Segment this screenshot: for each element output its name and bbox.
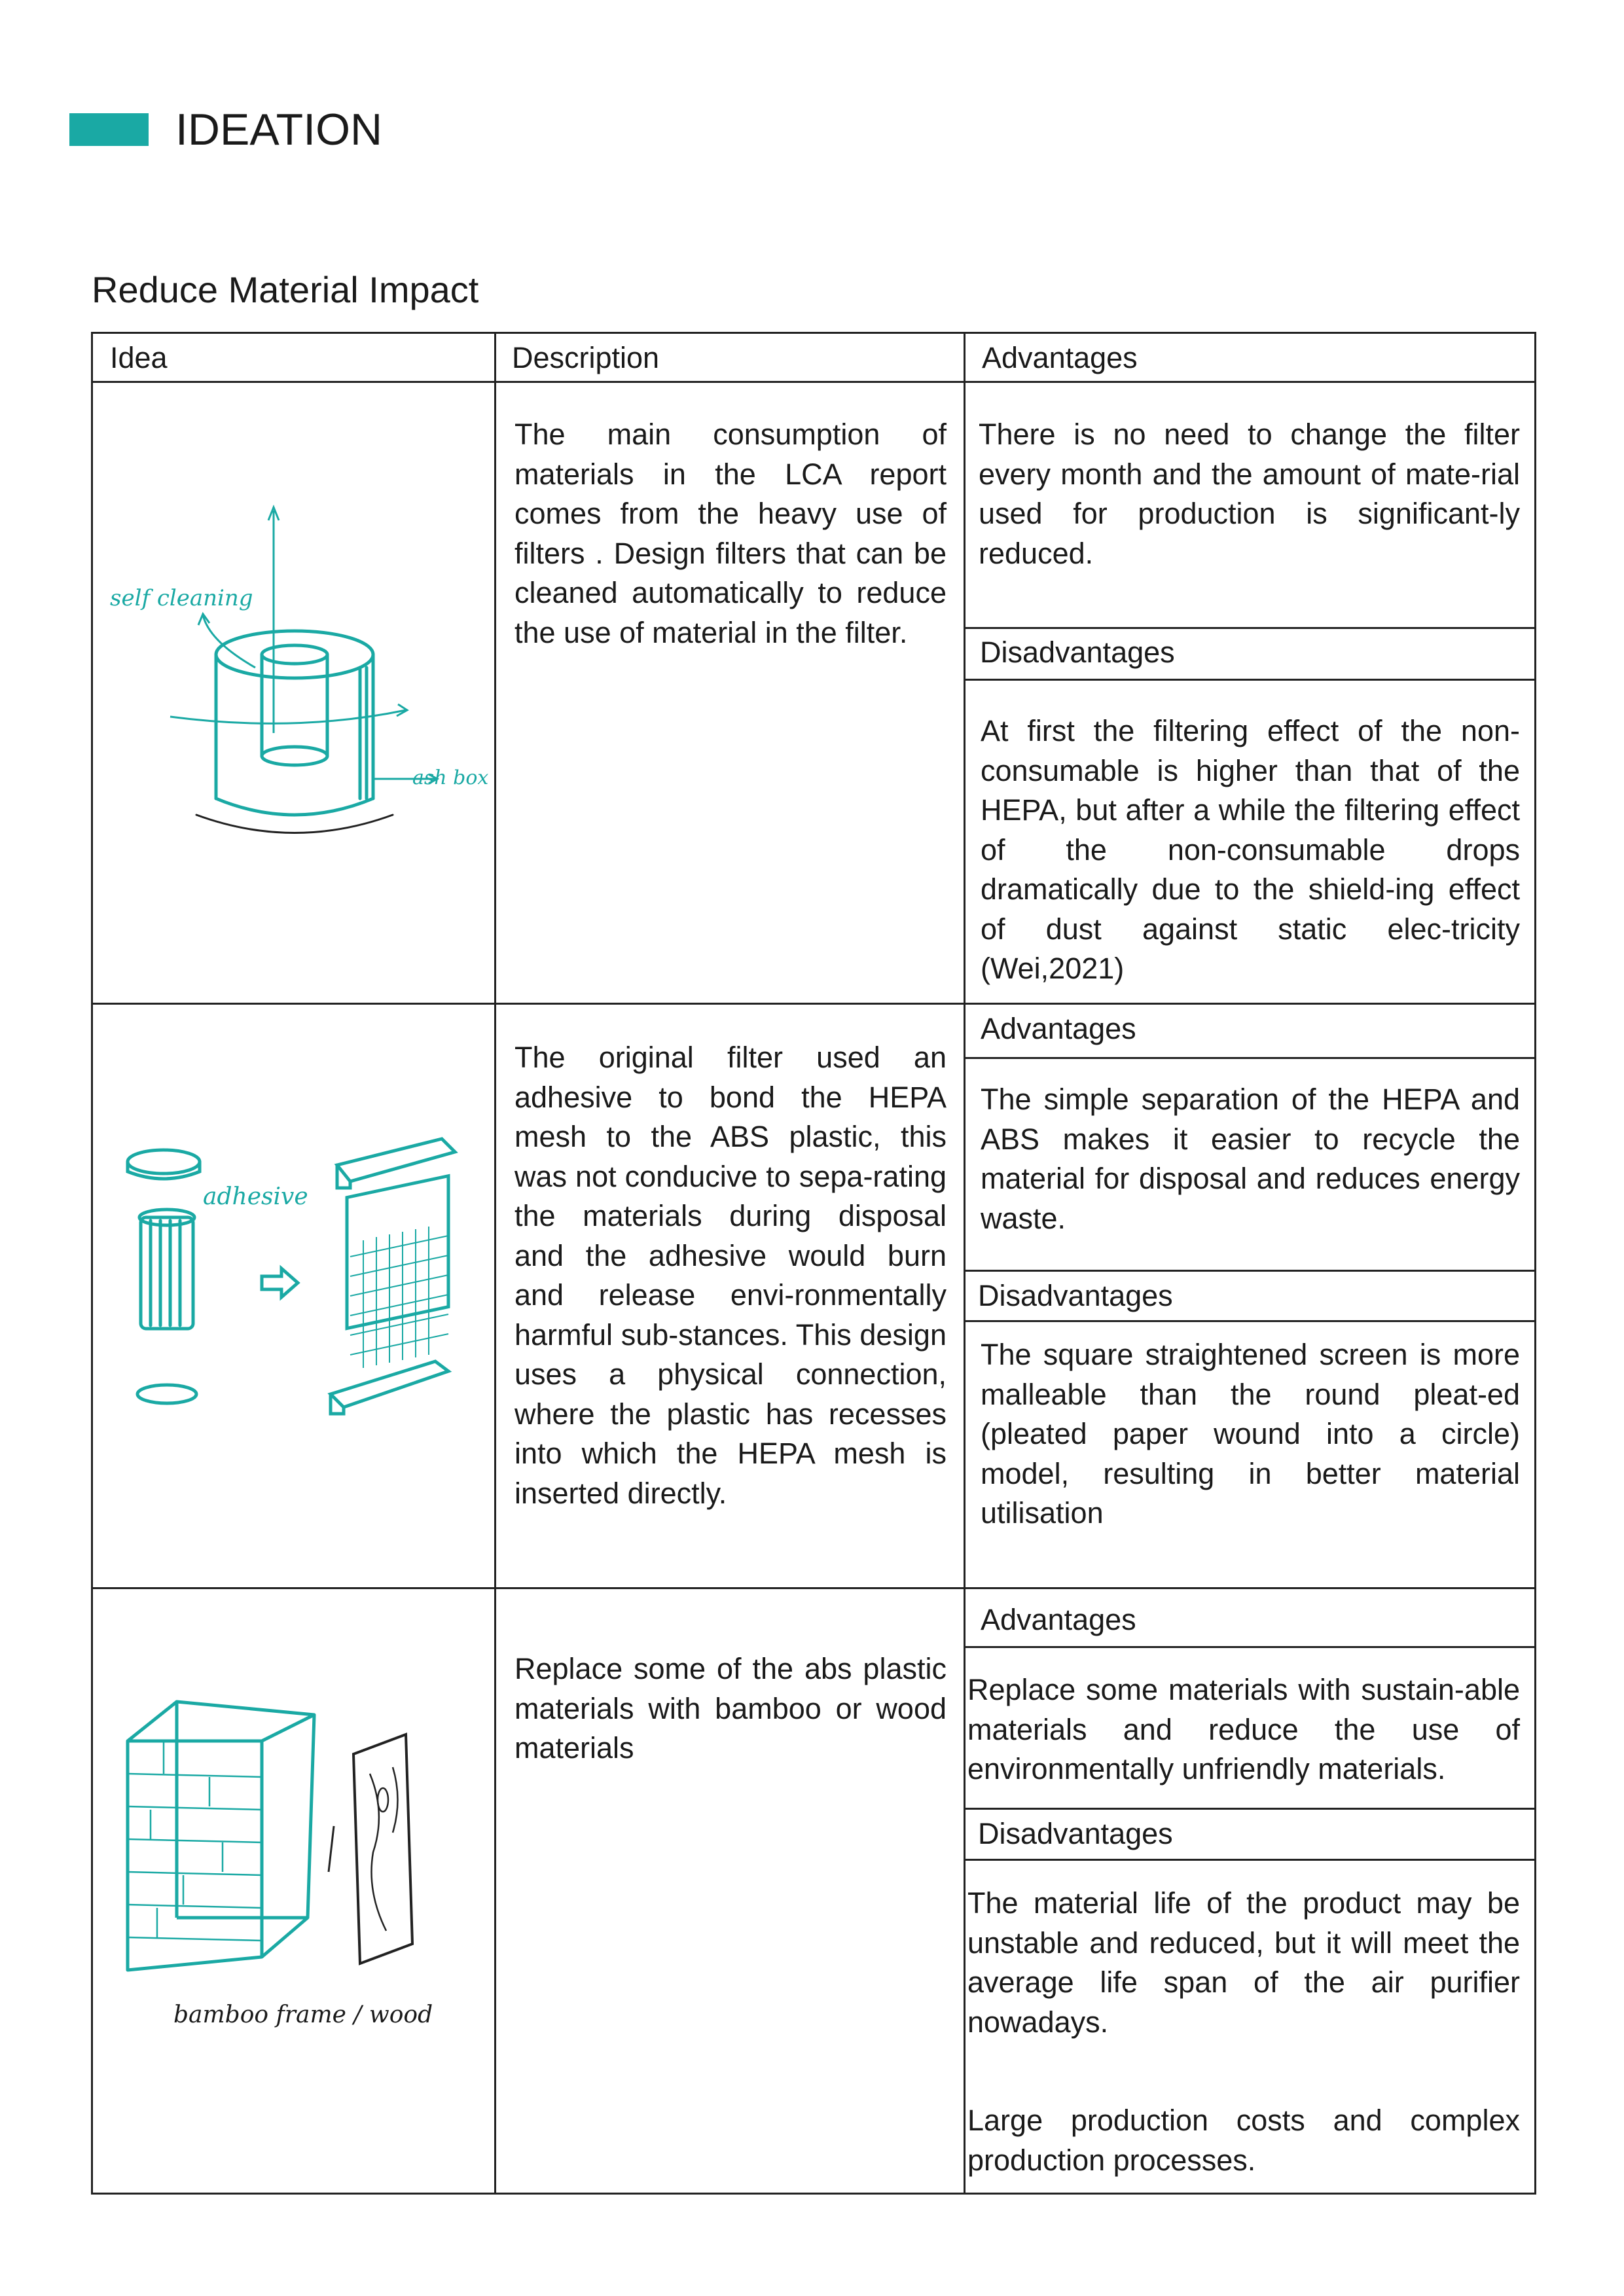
accent-bar bbox=[69, 113, 149, 146]
sketch-label-bamboo-frame-wood: bamboo frame / wood bbox=[173, 2001, 433, 2028]
section-title: Reduce Material Impact bbox=[92, 269, 479, 310]
sketch-label-adhesive: adhesive bbox=[203, 1183, 308, 1210]
disadvantages-2: The square straightened screen is more malleable than the round pleat-ed (pleated paper wound into a circle) model, resulting in better material utilisation bbox=[981, 1338, 1520, 1530]
description-3: Replace some of the abs plastic materials with bamboo or wood materials bbox=[514, 1652, 947, 1765]
advantages-2: The simple separation of the HEPA and ABS makes it easier to recycle the material for disposal and reduces energy waste. bbox=[981, 1083, 1520, 1235]
sketch-label-ash-box: ash box bbox=[412, 766, 489, 789]
advantages-3: Replace some materials with sustain-able materials and reduce the use of environmentally unfriendly materials. bbox=[967, 1673, 1520, 1785]
self-cleaning-filter-sketch bbox=[105, 458, 491, 877]
column-header-description: Description bbox=[512, 341, 660, 374]
column-header-advantages: Advantages bbox=[982, 341, 1138, 374]
column-header-idea: Idea bbox=[110, 341, 168, 374]
advantages-label-3: Advantages bbox=[981, 1603, 1136, 1636]
description-2: The original filter used an adhesive to bond the HEPA mesh to the ABS plastic, this was not conducive to sepa-rating the materials during disposal and the adhesive would burn and release envi-ronmentally harmful sub-stances. This design uses a physical connection, where the plastic has recesses into which the HEPA mesh is inserted directly. bbox=[514, 1041, 947, 1510]
disadvantages-label-2: Disadvantages bbox=[978, 1279, 1173, 1312]
sketch-label-self-cleaning: self cleaning bbox=[110, 585, 253, 611]
disadvantages-label-3: Disadvantages bbox=[978, 1817, 1173, 1850]
disadvantages-label-1: Disadvantages bbox=[980, 636, 1175, 669]
description-1: The main consumption of materials in the LCA report comes from the heavy use of filters . Design filters that can be cleaned automatically to reduce the use of material in the filter. bbox=[514, 418, 947, 649]
page-title: IDEATION bbox=[175, 105, 383, 154]
bamboo-frame-sketch bbox=[111, 1682, 484, 2036]
disadvantages-3b: Large production costs and complex production processes. bbox=[967, 2104, 1520, 2177]
advantages-label-2: Advantages bbox=[981, 1012, 1136, 1045]
hepa-filter-separation-sketch bbox=[115, 1126, 488, 1440]
disadvantages-1: At first the filtering effect of the non-consumable is higher than that of the HEPA, but after a while the filtering effect of the non-consumable drops dramatically due to the shield-ing effect of dust against static elec-tricity (Wei,2021) bbox=[981, 714, 1520, 985]
disadvantages-3a: The material life of the product may be unstable and reduced, but it will meet the average life span of the air purifier nowadays. bbox=[967, 1886, 1520, 2039]
advantages-1: There is no need to change the filter every month and the amount of mate-rial used for production is significant-ly reduced. bbox=[979, 418, 1520, 570]
